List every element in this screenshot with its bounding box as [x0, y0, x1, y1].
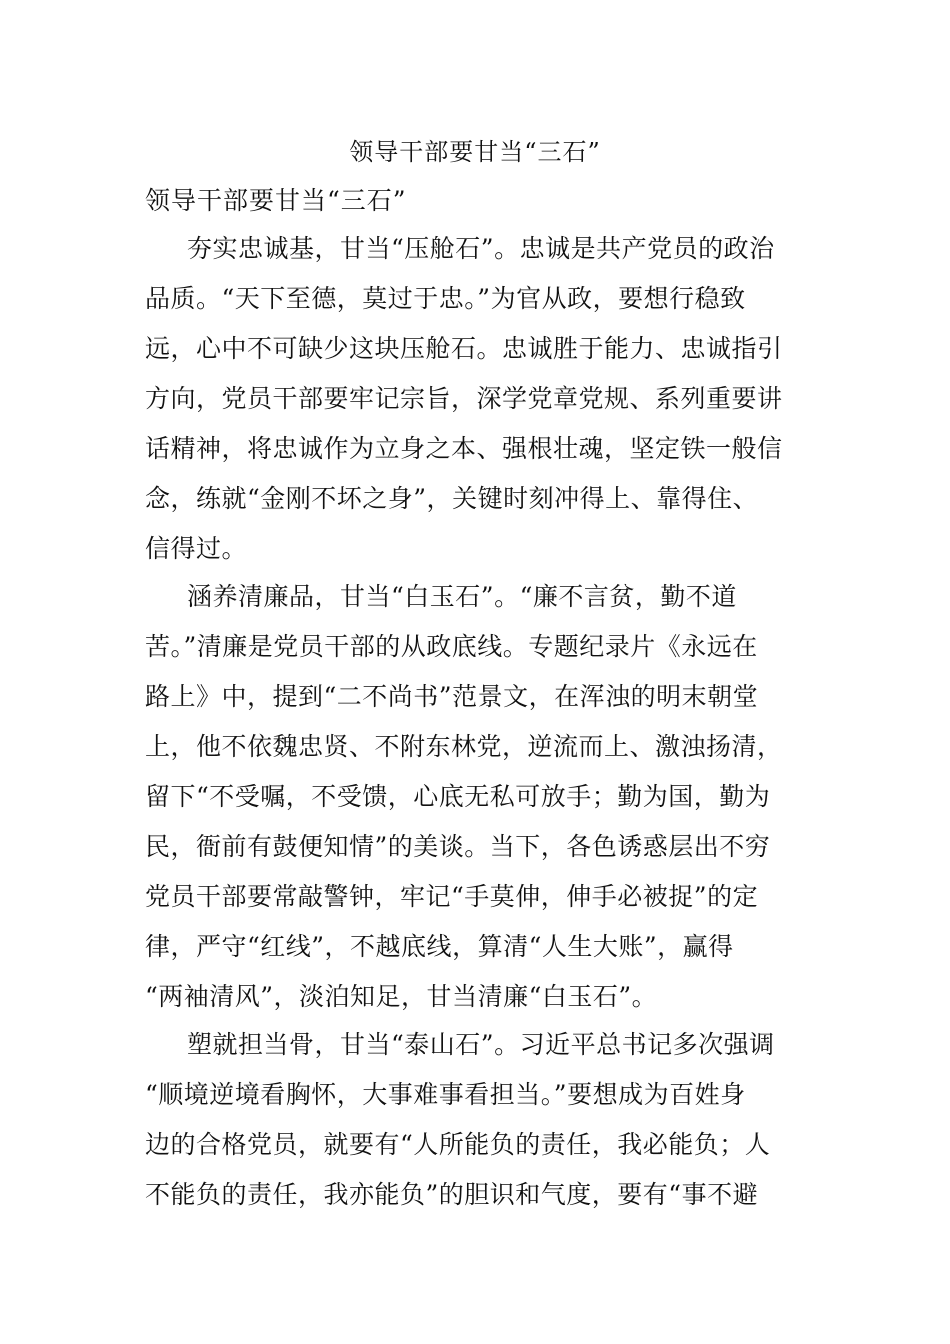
paragraph-line: 上，他不依魏忠贤、不附东林党，逆流而上、激浊扬清， — [145, 732, 783, 761]
paragraph-line: 方向，党员干部要牢记宗旨，深学党章党规、系列重要讲 — [145, 384, 783, 413]
document-subtitle: 领导干部要甘当“三石” — [145, 186, 407, 215]
paragraph-loyalty — [145, 224, 805, 574]
paragraph-integrity — [145, 572, 805, 1022]
paragraph-line: 品质。“天下至德，莫过于忠。”为官从政，要想行稳致 — [145, 284, 746, 313]
paragraph-line: “两袖清风”，淡泊知足，甘当清廉“白玉石”。 — [145, 982, 658, 1011]
paragraph-line: 律，严守“红线”，不越底线，算清“人生大账”，赢得 — [145, 932, 734, 961]
paragraph-line: 信得过。 — [145, 534, 248, 563]
paragraph-line: 留下“不受嘱，不受馈，心底无私可放手；勤为国，勤为 — [145, 782, 771, 811]
paragraph-line: 苦。”清廉是党员干部的从政底线。专题纪录片《永远在 — [145, 632, 758, 661]
paragraph-responsibility — [145, 1020, 805, 1220]
paragraph-line: “顺境逆境看胸怀，大事难事看担当。”要想成为百姓身 — [145, 1080, 746, 1109]
paragraph-line: 民，衙前有鼓便知情”的美谈。当下，各色诱惑层出不穷 — [145, 832, 771, 861]
paragraph-line: 不能负的责任，我亦能负”的胆识和气度，要有“事不避 — [145, 1180, 759, 1209]
paragraph-line: 党员干部要常敲警钟，牢记“手莫伸，伸手必被捉”的定 — [145, 882, 759, 911]
paragraph-line: 涵养清廉品，甘当“白玉石”。“廉不言贫，勤不道 — [187, 582, 737, 611]
document-title: 领导干部要甘当“三石” — [349, 138, 601, 166]
paragraph-line: 念，练就“金刚不坏之身”，关键时刻冲得上、靠得住、 — [145, 484, 759, 513]
paragraph-line: 路上》中，提到“二不尚书”范景文，在浑浊的明末朝堂 — [145, 682, 759, 711]
paragraph-line: 话精神，将忠诚作为立身之本、强根壮魂，坚定铁一般信 — [145, 434, 783, 463]
paragraph-line: 远，心中不可缺少这块压舱石。忠诚胜于能力、忠诚指引 — [145, 334, 783, 363]
paragraph-line: 边的合格党员，就要有“人所能负的责任，我必能负；人 — [145, 1130, 771, 1159]
paragraph-line: 夯实忠诚基，甘当“压舱石”。忠诚是共产党员的政治 — [187, 234, 775, 263]
paragraph-line: 塑就担当骨，甘当“泰山石”。习近平总书记多次强调 — [187, 1030, 775, 1059]
